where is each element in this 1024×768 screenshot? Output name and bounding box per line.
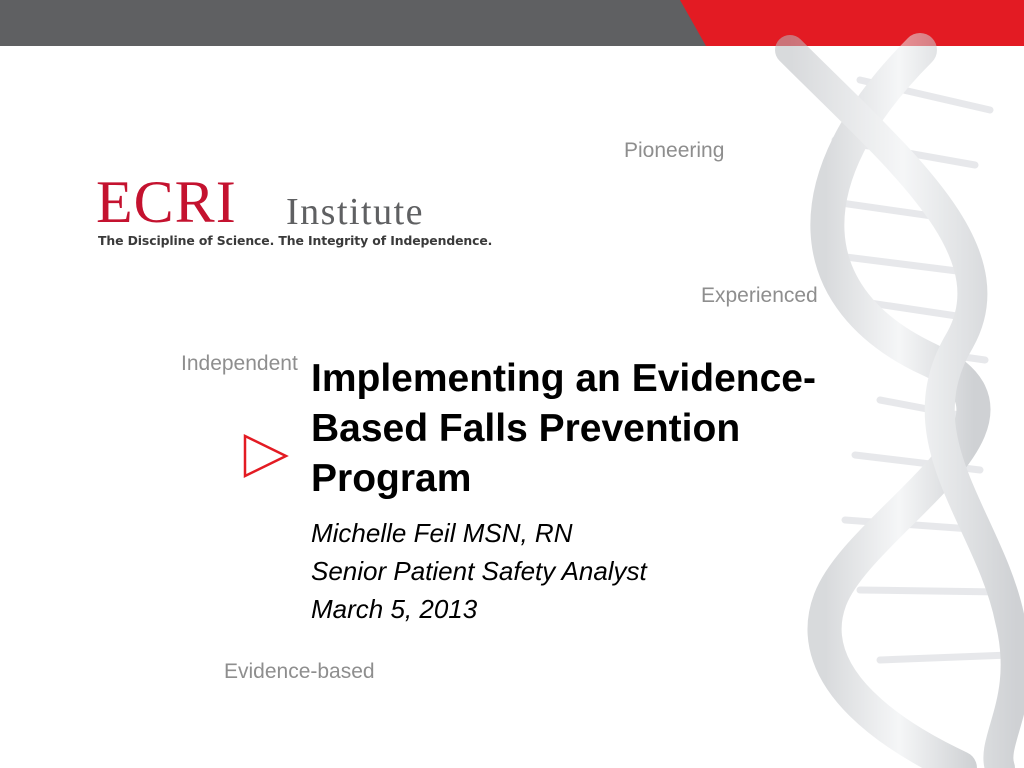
value-evidence-based: Evidence-based (224, 660, 375, 683)
title-line: Based Falls Prevention (311, 407, 741, 450)
presenter-role: Senior Patient Safety Analyst (311, 556, 647, 586)
logo-tagline: The Discipline of Science. The Integrity of Independence. (98, 233, 493, 248)
value-independent: Independent (181, 352, 298, 375)
slide-title (311, 354, 921, 504)
presentation-date: March 5, 2013 (311, 594, 478, 624)
slide-subtitle (311, 514, 911, 628)
title-line: Program (311, 457, 472, 500)
value-pioneering: Pioneering (624, 139, 725, 162)
presenter-name: Michelle Feil MSN, RN (311, 518, 573, 548)
play-triangle-icon (240, 432, 292, 480)
title-line: Implementing an Evidence- (311, 357, 816, 400)
logo-mark: ECRI (96, 169, 237, 235)
value-experienced: Experienced (701, 284, 818, 307)
logo-institute: Institute (286, 191, 425, 233)
ecri-institute-logo (96, 170, 506, 260)
